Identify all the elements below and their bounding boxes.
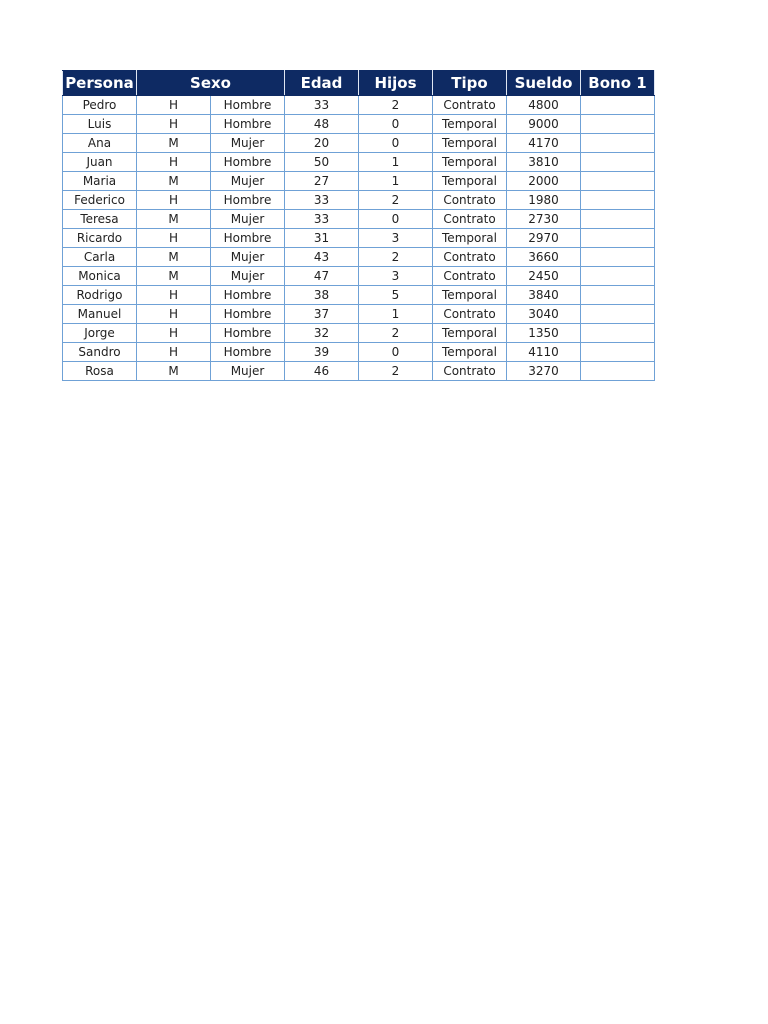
table-row bbox=[63, 286, 655, 305]
persona-cell[interactable]: Pedro bbox=[63, 96, 137, 115]
sueldo-cell[interactable]: 2730 bbox=[507, 210, 581, 229]
tipo-cell[interactable]: Temporal bbox=[433, 172, 507, 191]
bono-1-cell[interactable] bbox=[581, 343, 655, 362]
sexo-label-cell[interactable]: Mujer bbox=[211, 134, 285, 153]
table-row bbox=[63, 96, 655, 115]
sueldo-cell[interactable]: 4800 bbox=[507, 96, 581, 115]
sexo-code-cell[interactable]: H bbox=[137, 96, 211, 115]
sexo-label-cell[interactable]: Mujer bbox=[211, 248, 285, 267]
table-row bbox=[63, 248, 655, 267]
persona-cell[interactable]: Ricardo bbox=[63, 229, 137, 248]
edad-cell[interactable]: 43 bbox=[285, 248, 359, 267]
persona-cell[interactable]: Rosa bbox=[63, 362, 137, 381]
sueldo-cell[interactable]: 4110 bbox=[507, 343, 581, 362]
header-bono-1[interactable]: Bono 1 bbox=[581, 71, 655, 96]
sexo-label-cell[interactable]: Hombre bbox=[211, 324, 285, 343]
header-tipo[interactable]: Tipo bbox=[433, 71, 507, 96]
edad-cell[interactable]: 33 bbox=[285, 96, 359, 115]
tipo-cell[interactable]: Contrato bbox=[433, 210, 507, 229]
sueldo-cell[interactable]: 3040 bbox=[507, 305, 581, 324]
table-row bbox=[63, 191, 655, 210]
table-body bbox=[63, 96, 655, 381]
tipo-cell[interactable]: Contrato bbox=[433, 267, 507, 286]
table-row bbox=[63, 343, 655, 362]
persona-cell[interactable]: Teresa bbox=[63, 210, 137, 229]
bono-1-cell[interactable] bbox=[581, 115, 655, 134]
bono-1-cell[interactable] bbox=[581, 210, 655, 229]
hijos-cell[interactable]: 5 bbox=[359, 286, 433, 305]
sexo-label-cell[interactable]: Hombre bbox=[211, 286, 285, 305]
edad-cell[interactable]: 20 bbox=[285, 134, 359, 153]
sexo-code-cell[interactable]: M bbox=[137, 210, 211, 229]
persona-cell[interactable]: Federico bbox=[63, 191, 137, 210]
header-row bbox=[63, 71, 655, 96]
bono-1-cell[interactable] bbox=[581, 153, 655, 172]
persona-cell[interactable]: Maria bbox=[63, 172, 137, 191]
edad-cell[interactable]: 31 bbox=[285, 229, 359, 248]
hijos-cell[interactable]: 2 bbox=[359, 324, 433, 343]
sueldo-cell[interactable]: 2450 bbox=[507, 267, 581, 286]
sexo-code-cell[interactable]: H bbox=[137, 324, 211, 343]
sueldo-cell[interactable]: 3660 bbox=[507, 248, 581, 267]
hijos-cell[interactable]: 0 bbox=[359, 134, 433, 153]
sexo-code-cell[interactable]: M bbox=[137, 172, 211, 191]
sexo-label-cell[interactable]: Hombre bbox=[211, 153, 285, 172]
sexo-label-cell[interactable]: Hombre bbox=[211, 229, 285, 248]
tipo-cell[interactable]: Temporal bbox=[433, 115, 507, 134]
sueldo-cell[interactable]: 2000 bbox=[507, 172, 581, 191]
hijos-cell[interactable]: 0 bbox=[359, 210, 433, 229]
sexo-code-cell[interactable]: H bbox=[137, 153, 211, 172]
sueldo-cell[interactable]: 3840 bbox=[507, 286, 581, 305]
sexo-code-cell[interactable]: H bbox=[137, 115, 211, 134]
sexo-label-cell[interactable]: Mujer bbox=[211, 210, 285, 229]
header-sueldo[interactable]: Sueldo bbox=[507, 71, 581, 96]
table-row bbox=[63, 134, 655, 153]
hijos-cell[interactable]: 1 bbox=[359, 153, 433, 172]
header-sexo[interactable]: Sexo bbox=[137, 71, 285, 96]
persona-cell[interactable]: Jorge bbox=[63, 324, 137, 343]
edad-cell[interactable]: 39 bbox=[285, 343, 359, 362]
sueldo-cell[interactable]: 4170 bbox=[507, 134, 581, 153]
employee-table bbox=[62, 70, 655, 381]
edad-cell[interactable]: 37 bbox=[285, 305, 359, 324]
table-row bbox=[63, 324, 655, 343]
edad-cell[interactable]: 50 bbox=[285, 153, 359, 172]
sexo-label-cell[interactable]: Hombre bbox=[211, 96, 285, 115]
edad-cell[interactable]: 47 bbox=[285, 267, 359, 286]
hijos-cell[interactable]: 1 bbox=[359, 172, 433, 191]
edad-cell[interactable]: 46 bbox=[285, 362, 359, 381]
bono-1-cell[interactable] bbox=[581, 248, 655, 267]
tipo-cell[interactable]: Temporal bbox=[433, 324, 507, 343]
sueldo-cell[interactable]: 2970 bbox=[507, 229, 581, 248]
hijos-cell[interactable]: 1 bbox=[359, 305, 433, 324]
persona-cell[interactable]: Juan bbox=[63, 153, 137, 172]
tipo-cell[interactable]: Contrato bbox=[433, 96, 507, 115]
hijos-cell[interactable]: 0 bbox=[359, 115, 433, 134]
bono-1-cell[interactable] bbox=[581, 362, 655, 381]
persona-cell[interactable]: Sandro bbox=[63, 343, 137, 362]
sexo-label-cell[interactable]: Hombre bbox=[211, 115, 285, 134]
sexo-label-cell[interactable]: Hombre bbox=[211, 343, 285, 362]
persona-cell[interactable]: Manuel bbox=[63, 305, 137, 324]
tipo-cell[interactable]: Temporal bbox=[433, 229, 507, 248]
table-row bbox=[63, 362, 655, 381]
hijos-cell[interactable]: 3 bbox=[359, 267, 433, 286]
persona-cell[interactable]: Ana bbox=[63, 134, 137, 153]
hijos-cell[interactable]: 3 bbox=[359, 229, 433, 248]
bono-1-cell[interactable] bbox=[581, 229, 655, 248]
persona-cell[interactable]: Monica bbox=[63, 267, 137, 286]
sexo-code-cell[interactable]: M bbox=[137, 134, 211, 153]
bono-1-cell[interactable] bbox=[581, 286, 655, 305]
sexo-label-cell[interactable]: Mujer bbox=[211, 172, 285, 191]
header-hijos[interactable]: Hijos bbox=[359, 71, 433, 96]
hijos-cell[interactable]: 2 bbox=[359, 191, 433, 210]
sexo-code-cell[interactable]: M bbox=[137, 362, 211, 381]
bono-1-cell[interactable] bbox=[581, 324, 655, 343]
tipo-cell[interactable]: Contrato bbox=[433, 362, 507, 381]
sueldo-cell[interactable]: 9000 bbox=[507, 115, 581, 134]
table-row bbox=[63, 153, 655, 172]
hijos-cell[interactable]: 2 bbox=[359, 362, 433, 381]
table-row bbox=[63, 305, 655, 324]
bono-1-cell[interactable] bbox=[581, 305, 655, 324]
bono-1-cell[interactable] bbox=[581, 96, 655, 115]
edad-cell[interactable]: 48 bbox=[285, 115, 359, 134]
tipo-cell[interactable]: Temporal bbox=[433, 343, 507, 362]
table-row bbox=[63, 267, 655, 286]
sexo-label-cell[interactable]: Hombre bbox=[211, 191, 285, 210]
sexo-code-cell[interactable]: H bbox=[137, 343, 211, 362]
sexo-label-cell[interactable]: Mujer bbox=[211, 267, 285, 286]
bono-1-cell[interactable] bbox=[581, 172, 655, 191]
header-edad[interactable]: Edad bbox=[285, 71, 359, 96]
edad-cell[interactable]: 27 bbox=[285, 172, 359, 191]
persona-cell[interactable]: Rodrigo bbox=[63, 286, 137, 305]
header-persona[interactable]: Persona bbox=[63, 71, 137, 96]
table-row bbox=[63, 229, 655, 248]
sexo-label-cell[interactable]: Hombre bbox=[211, 305, 285, 324]
sexo-code-cell[interactable]: M bbox=[137, 267, 211, 286]
tipo-cell[interactable]: Temporal bbox=[433, 286, 507, 305]
edad-cell[interactable]: 33 bbox=[285, 191, 359, 210]
sexo-label-cell[interactable]: Mujer bbox=[211, 362, 285, 381]
table-row bbox=[63, 172, 655, 191]
table-row bbox=[63, 210, 655, 229]
bono-1-cell[interactable] bbox=[581, 134, 655, 153]
sexo-code-cell[interactable]: H bbox=[137, 229, 211, 248]
sueldo-cell[interactable]: 1980 bbox=[507, 191, 581, 210]
bono-1-cell[interactable] bbox=[581, 191, 655, 210]
bono-1-cell[interactable] bbox=[581, 267, 655, 286]
sexo-code-cell[interactable]: H bbox=[137, 286, 211, 305]
edad-cell[interactable]: 38 bbox=[285, 286, 359, 305]
persona-cell[interactable]: Carla bbox=[63, 248, 137, 267]
sexo-code-cell[interactable]: H bbox=[137, 305, 211, 324]
tipo-cell[interactable]: Contrato bbox=[433, 248, 507, 267]
sexo-code-cell[interactable]: H bbox=[137, 191, 211, 210]
tipo-cell[interactable]: Temporal bbox=[433, 134, 507, 153]
edad-cell[interactable]: 32 bbox=[285, 324, 359, 343]
tipo-cell[interactable]: Contrato bbox=[433, 191, 507, 210]
sueldo-cell[interactable]: 1350 bbox=[507, 324, 581, 343]
tipo-cell[interactable]: Temporal bbox=[433, 153, 507, 172]
hijos-cell[interactable]: 0 bbox=[359, 343, 433, 362]
sueldo-cell[interactable]: 3810 bbox=[507, 153, 581, 172]
tipo-cell[interactable]: Contrato bbox=[433, 305, 507, 324]
persona-cell[interactable]: Luis bbox=[63, 115, 137, 134]
table-row bbox=[63, 115, 655, 134]
sexo-code-cell[interactable]: M bbox=[137, 248, 211, 267]
edad-cell[interactable]: 33 bbox=[285, 210, 359, 229]
hijos-cell[interactable]: 2 bbox=[359, 248, 433, 267]
sueldo-cell[interactable]: 3270 bbox=[507, 362, 581, 381]
hijos-cell[interactable]: 2 bbox=[359, 96, 433, 115]
